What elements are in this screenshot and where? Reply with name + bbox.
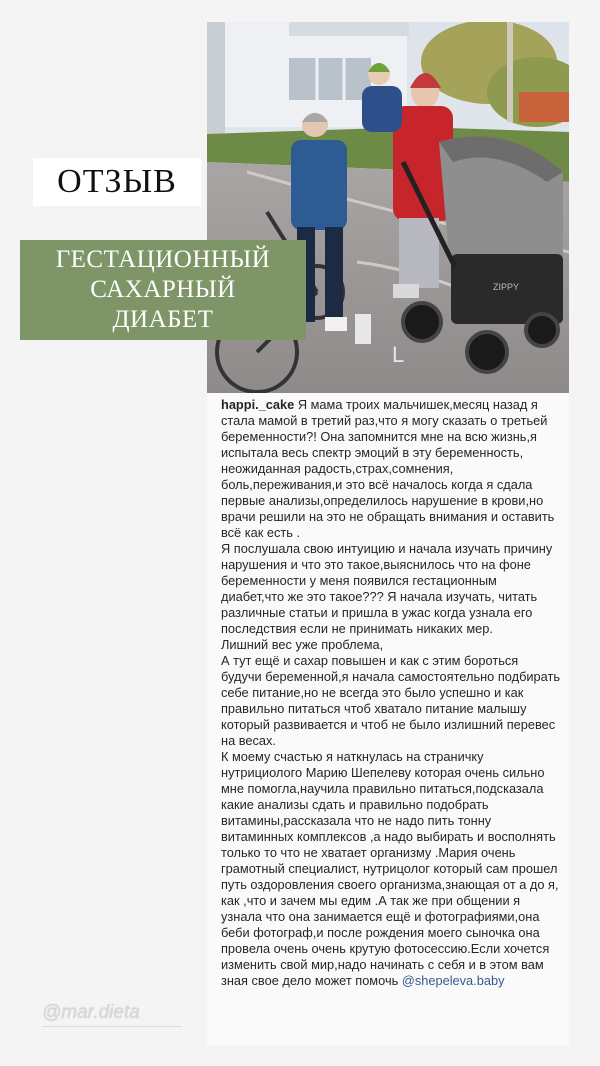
post-paragraph-4: А тут ещё и сахар повышен и как с этим бороться будучи беременной,я начала самостоятельно подбирать себе питание,но не всегда это было успешно и как правильно питаться чтоб хватало питание малышу который развивается и чтоб не было излишний перевес на весах. bbox=[221, 653, 561, 748]
watermark: @mar.dieta bbox=[42, 1002, 182, 1027]
stroller-tag: ZIPPY bbox=[493, 282, 520, 292]
post-paragraph-1: happi._cake Я мама троих мальчишек,месяц назад я стала мамой в третий раз,что я могу сказать о третьей беременности?! Она запомнится мне на всю жизнь,я испытала весь спектр эмоций в эту беременность, неожиданная радость,страх,сомнения, боль,переживания,и это всё началось когда я сдала первые анализы,определилось нарушение в крови,но врачи решили на это не обращать внимания и оставить всё как есть . bbox=[221, 397, 555, 540]
topic-badge bbox=[20, 240, 306, 340]
review-badge bbox=[33, 158, 201, 206]
svg-text:L: L bbox=[392, 342, 405, 367]
review-badge-label: ОТЗЫВ bbox=[57, 163, 177, 200]
topic-line-3: ДИАБЕТ bbox=[112, 306, 214, 333]
post-paragraph-3: Лишний вес уже проблема, bbox=[221, 637, 384, 652]
topic-line-2: САХАРНЫЙ bbox=[90, 276, 236, 303]
mention-link[interactable]: @shepeleva.baby bbox=[401, 973, 505, 988]
topic-line-1: ГЕСТАЦИОННЫЙ bbox=[55, 246, 271, 273]
post-paragraph-2: Я послушала свою интуицию и начала изучать причину нарушения и что это такое,выяснилось что на фоне беременности у меня появился гестационным диабет,что же это такое??? Я начала изучать, читать различные статьи и пришла в ужас когда узнала его последствия если не принимать никаких мер. bbox=[221, 541, 553, 636]
post-paragraph-5: К моему счастью я наткнулась на страничку нутрициолого Марию Шепелеву которая очень сильно мне помогла,научила правильно питаться,подсказала какие анализы сдать и правильно подобрать витамины,рассказала что не надо пить тонну витаминных комплексов ,а надо выбирать и восполнять только то что не хватает организму .Мария очень грамотный специалист, нутрицолог который сам прошел путь оздоровления своего организма,знающая от а до я, как ,что и зачем мы едим .А так же при общении я узнала что она занимается ещё и фотографиями,она беби фотограф,и после рождения моего сыночка она провела очень очень крутую фотосессию.Если хочется изменить свой мир,надо начинать с себя и в этом вам зная свое дело может помочь @shepeleva.baby bbox=[221, 749, 559, 988]
review-post-text bbox=[207, 393, 569, 1045]
post-username[interactable]: happi._cake bbox=[221, 397, 295, 412]
